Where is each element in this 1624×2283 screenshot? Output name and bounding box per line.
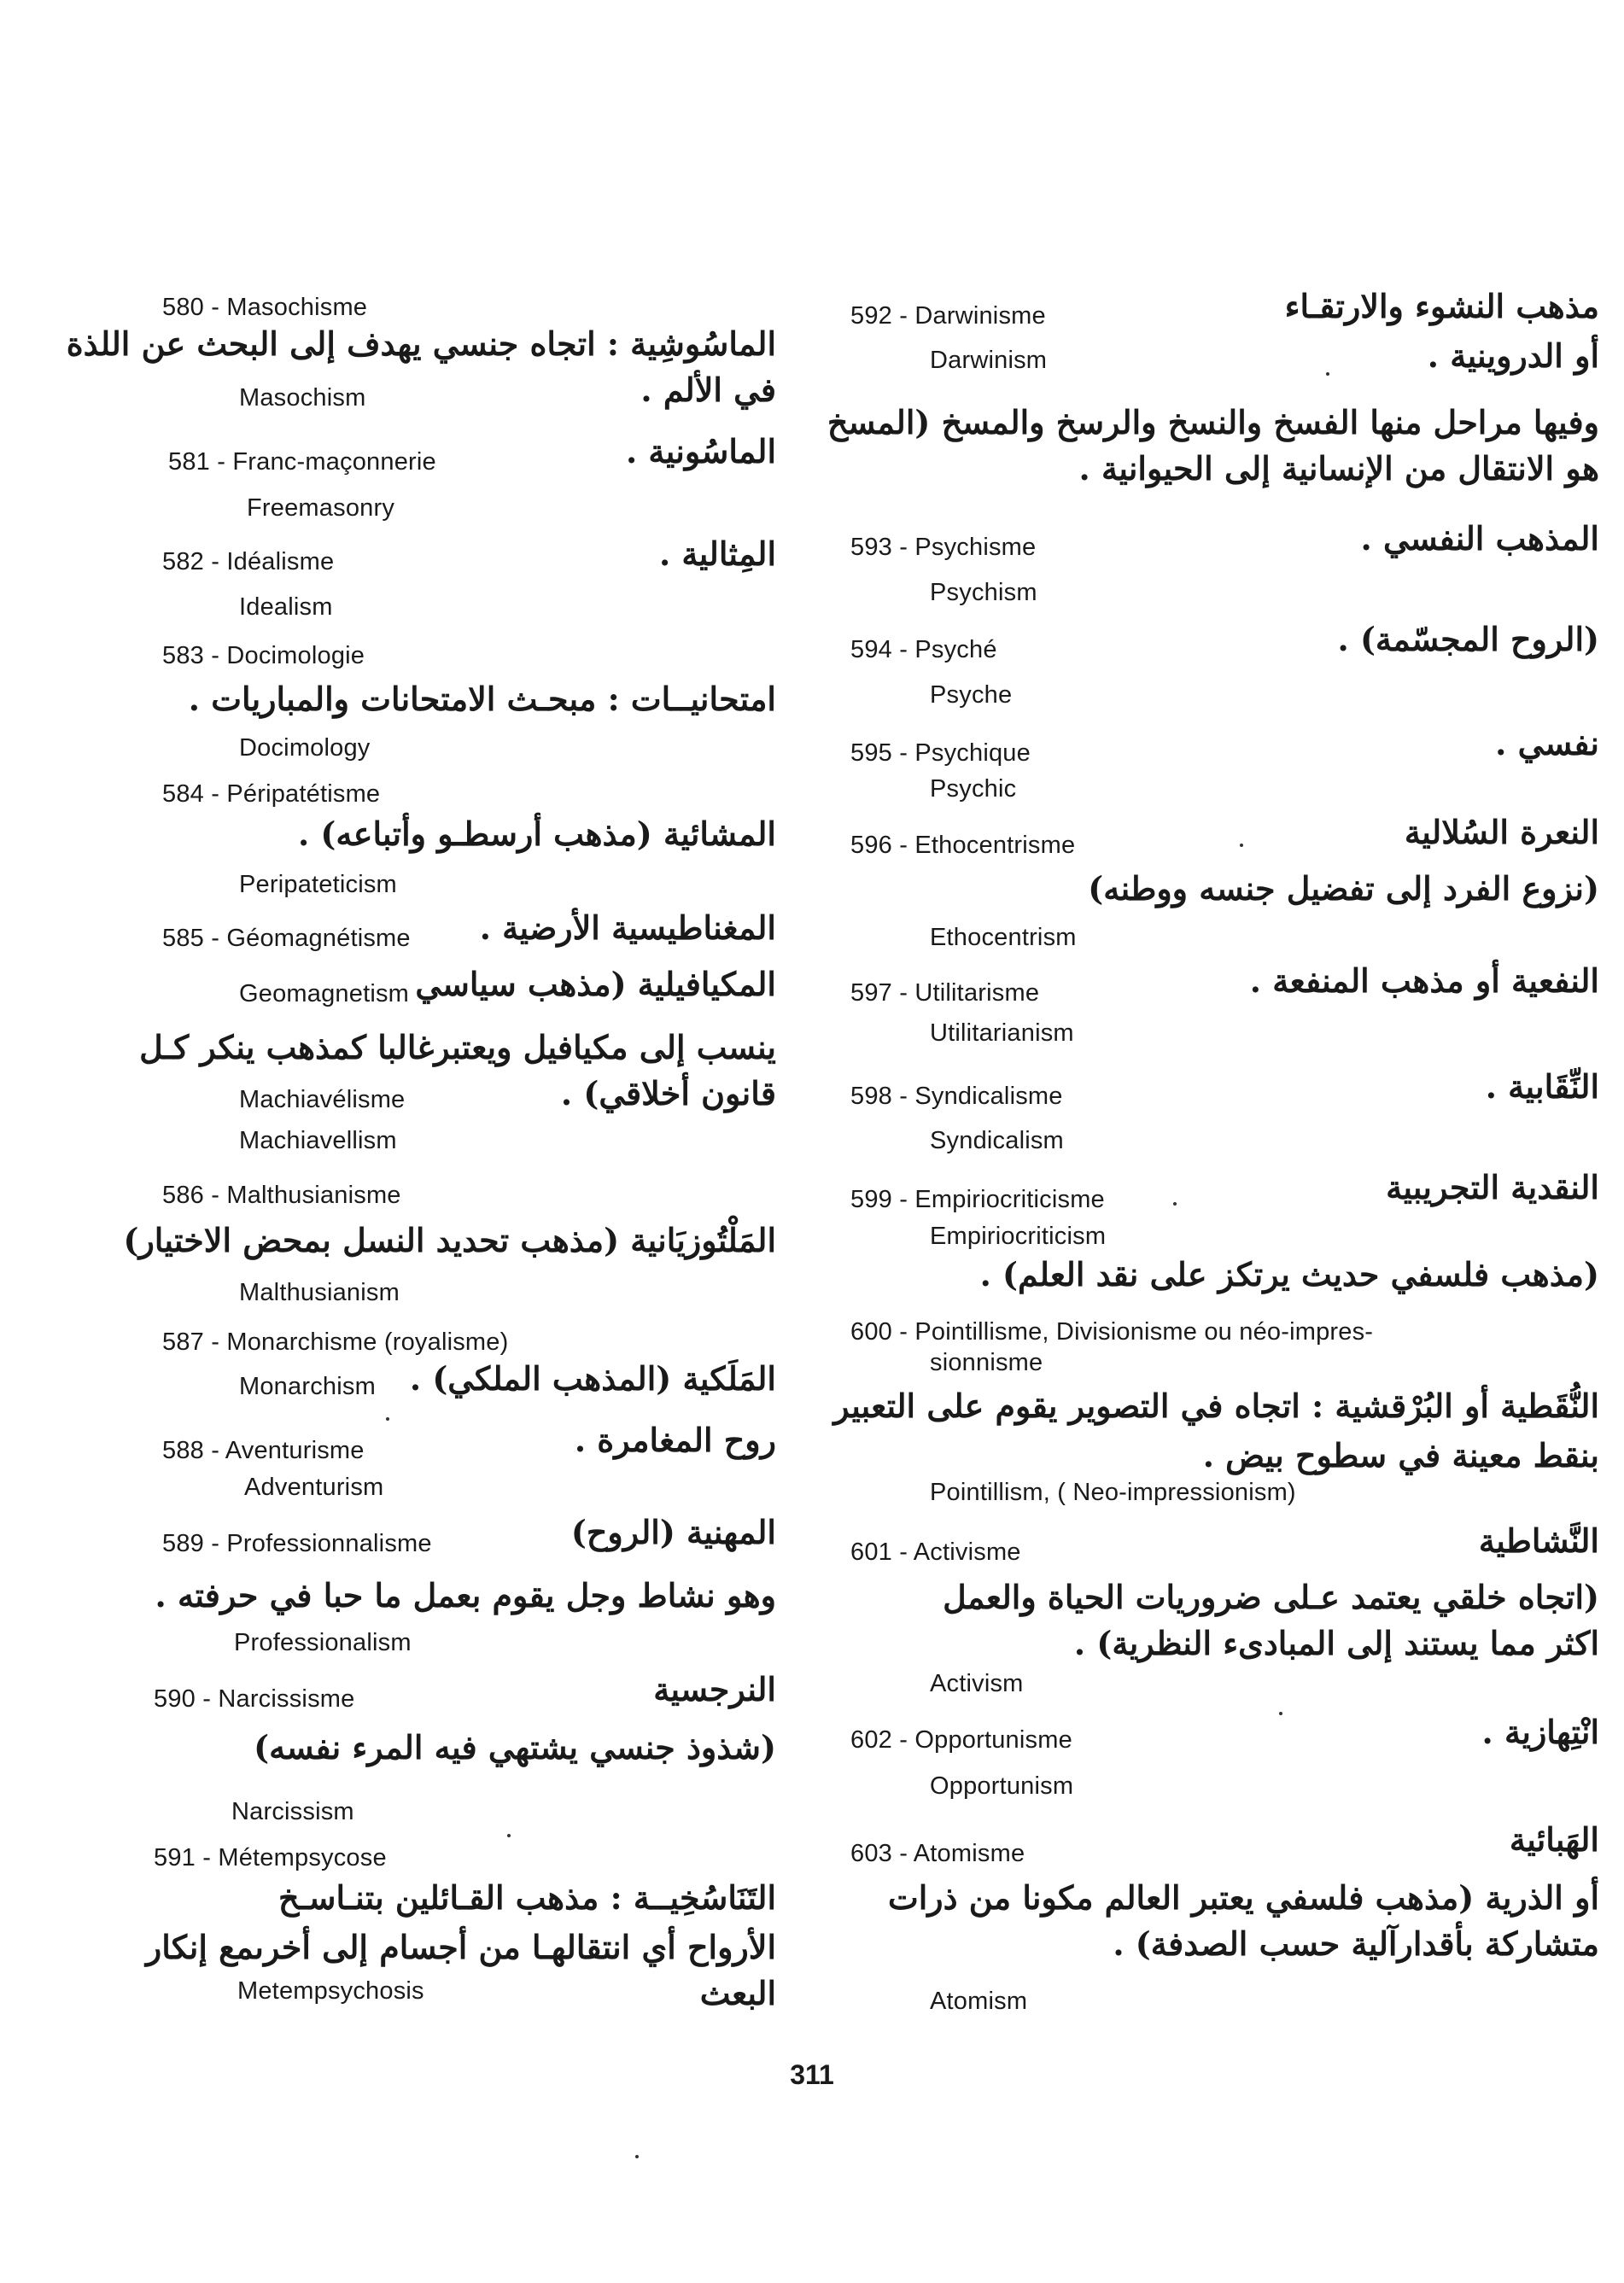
entry-588-arabic: روح المغامرة . [574,1421,776,1459]
entry-591-arabic-2: الأرواح أي انتقالهـا من أجسام إلى أخرىمع إنكار [145,1928,776,1966]
scan-speck [386,1417,389,1421]
entry-603-english: Atomism [930,1988,1028,2015]
entry-601-arabic-3: اكثر مما يستند إلى المبادىء النظرية) . [1073,1624,1599,1662]
entry-591-arabic-3: البعث [699,1974,776,2012]
entry-594-english: Psyche [930,681,1013,709]
entry-591-english: Metempsychosis [237,1977,424,2005]
entry-591-french: 591 - Métempsycose [154,1844,387,1871]
entry-595-english: Psychic [930,775,1017,803]
entry-586-french: 586 - Malthusianisme [162,1182,401,1209]
entry-582-arabic: المِثالية . [658,534,776,573]
entry-586-arabic: المَلْتُوزيَانية (مذهب تحديد النسل بمحض الاختيار) [123,1221,776,1259]
entry-588-english: Adventurism [244,1474,384,1501]
entry-599-french: 599 - Empiriocriticisme [850,1186,1105,1213]
entry-603-french: 603 - Atomisme [850,1840,1025,1867]
entry-592-english: Darwinism [930,347,1048,374]
entry-585-english-alt: Machiavellism [239,1127,397,1154]
entry-598-arabic: النِّقَابية . [1485,1067,1599,1106]
entry-583-arabic: امتحانيــات : مبحـث الامتحانات والمباريات . [188,680,776,718]
entry-592-arabic-3: وفيها مراحل منها الفسخ والنسخ والرسخ والمسخ (المسخ [827,403,1599,441]
entry-580-arabic-2: في الألم . [640,371,776,409]
entry-585-english: Geomagnetism [239,980,410,1007]
entry-589-english: Professionalism [234,1629,412,1656]
entry-600-english: Pointillism, ( Neo-impressionism) [930,1479,1296,1506]
entry-600-arabic-1: النُّقَطية أو البُرْقشية : اتجاه في التصوير يقوم على التعبير [833,1387,1599,1425]
entry-590-french: 590 - Narcissisme [154,1685,355,1713]
entry-590-arabic-1: النرجسية [653,1670,776,1708]
entry-582-english: Idealism [239,593,333,621]
entry-599-arabic-1: النقدية التجريبية [1386,1168,1599,1206]
scan-speck [1326,372,1329,376]
entry-584-french: 584 - Péripatétisme [162,780,381,808]
entry-596-french: 596 - Ethocentrisme [850,832,1076,859]
entry-593-french: 593 - Psychisme [850,534,1037,561]
entry-595-arabic: نفسي . [1495,724,1599,762]
entry-583-english: Docimology [239,734,371,762]
entry-588-french: 588 - Aventurisme [162,1437,365,1464]
page-number: 311 [790,2059,834,2090]
entry-585-arabic-4: قانون أخلاقي) . [560,1074,776,1112]
entry-587-french: 587 - Monarchisme (royalisme) [162,1328,509,1356]
entry-591-arabic-1: التَنَاسُخِيــة : مذهب القـائلين بتنـاسـخ [277,1878,776,1917]
entry-603-arabic-3: متشاركة بأقدارآلية حسب الصدفة) . [1113,1924,1599,1963]
entry-598-french: 598 - Syndicalisme [850,1083,1063,1110]
entry-581-french: 581 - Franc-maçonnerie [168,448,436,476]
entry-603-arabic-2: أو الذرية (مذهب فلسفي يعتبر العالم مكونا من ذرات [887,1878,1599,1917]
entry-598-english: Syndicalism [930,1127,1064,1154]
entry-593-arabic: المذهب النفسي . [1360,519,1599,558]
entry-602-french: 602 - Opportunisme [850,1726,1072,1754]
entry-592-arabic-2: أو الدروينية . [1427,336,1599,375]
entry-597-english: Utilitarianism [930,1019,1074,1047]
entry-594-french: 594 - Psyché [850,636,997,663]
entry-589-arabic-2: وهو نشاط وجل يقوم بعمل ما حبا في حرفته . [155,1576,776,1614]
entry-601-arabic-2: (اتجاه خلقي يعتمد عـلى ضروريات الحياة والعمل [943,1578,1599,1616]
entry-596-english: Ethocentrism [930,924,1077,951]
entry-592-arabic-1: مذهب النشوء والارتقـاء [1284,287,1599,325]
entry-587-arabic: المَلَكية (المذهب الملكي) . [409,1359,776,1398]
left-column [0,0,776,2283]
entry-600-arabic-2: بنقط معينة في سطوح بيض . [1202,1436,1599,1474]
entry-582-french: 582 - Idéalisme [162,548,335,575]
entry-584-english: Peripateticism [239,871,397,898]
entry-580-arabic-1: الماسُوشِية : اتجاه جنسي يهدف إلى البحث عن اللذة [66,324,776,363]
entry-596-arabic-1: النعرة السُلالية [1404,813,1599,851]
entry-600-french: 600 - Pointillisme, Divisionisme ou néo-impres- [850,1318,1374,1346]
entry-589-french: 589 - Professionnalisme [162,1530,432,1557]
entry-590-english: Narcissism [231,1798,354,1825]
entry-597-arabic: النفعية أو مذهب المنفعة . [1249,961,1599,1000]
entry-602-english: Opportunism [930,1772,1074,1800]
entry-599-english: Empiriocriticism [930,1223,1107,1250]
entry-596-arabic-2: (نزوع الفرد إلى تفضيل جنسه ووطنه) [1088,869,1599,908]
entry-585-arabic-1: المغناطيسية الأرضية . [479,908,776,947]
entry-590-arabic-2: (شذوذ جنسي يشتهي فيه المرء نفسه) [254,1728,776,1766]
scan-speck [507,1834,511,1837]
entry-601-arabic-1: النَّشاطية [1478,1521,1599,1560]
entry-580-english: Masochism [239,384,366,412]
entry-593-english: Psychism [930,579,1037,606]
entry-603-arabic-1: الهَبائية [1509,1820,1599,1859]
entry-601-english: Activism [930,1670,1024,1697]
entry-583-french: 583 - Docimologie [162,642,365,669]
entry-581-arabic: الماسُونية . [625,432,776,470]
entry-584-arabic: المشائية (مذهب أرسطـو وأتباعه) . [297,815,776,853]
entry-586-english: Malthusianism [239,1279,400,1306]
entry-589-arabic-1: المهنية (الروح) [570,1513,776,1551]
scan-speck [635,2155,639,2158]
entry-592-french: 592 - Darwinisme [850,302,1046,330]
scan-speck [1240,844,1243,847]
entry-600-french-continued: sionnisme [930,1349,1043,1376]
entry-585-french: 585 - Géomagnétisme [162,925,411,952]
entry-592-arabic-4: هو الانتقال من الإنسانية إلى الحيوانية . [1078,449,1599,488]
entry-595-french: 595 - Psychique [850,739,1031,767]
entry-585-arabic-3: ينسب إلى مكيافيل ويعتبرغالبا كمذهب ينكر كـل [139,1028,776,1066]
entry-580-french: 580 - Masochisme [162,294,368,321]
entry-597-french: 597 - Utilitarisme [850,979,1040,1007]
entry-602-arabic: انْتِهازية . [1481,1713,1599,1751]
entry-581-english: Freemasonry [247,494,395,522]
entry-594-arabic: (الروح المجسّمة) . [1337,620,1599,658]
entry-601-french: 601 - Activisme [850,1539,1021,1566]
entry-587-english: Monarchism [239,1373,376,1400]
scan-speck [1279,1712,1282,1715]
entry-585-french-alt: Machiavélisme [239,1086,406,1113]
entry-599-arabic-2: (مذهب فلسفي حديث يرتكز على نقد العلم) . [979,1255,1599,1293]
scan-speck [1173,1202,1177,1206]
right-column [812,0,1599,2283]
entry-585-arabic-2: المكيافيلية (مذهب سياسي [415,965,776,1003]
